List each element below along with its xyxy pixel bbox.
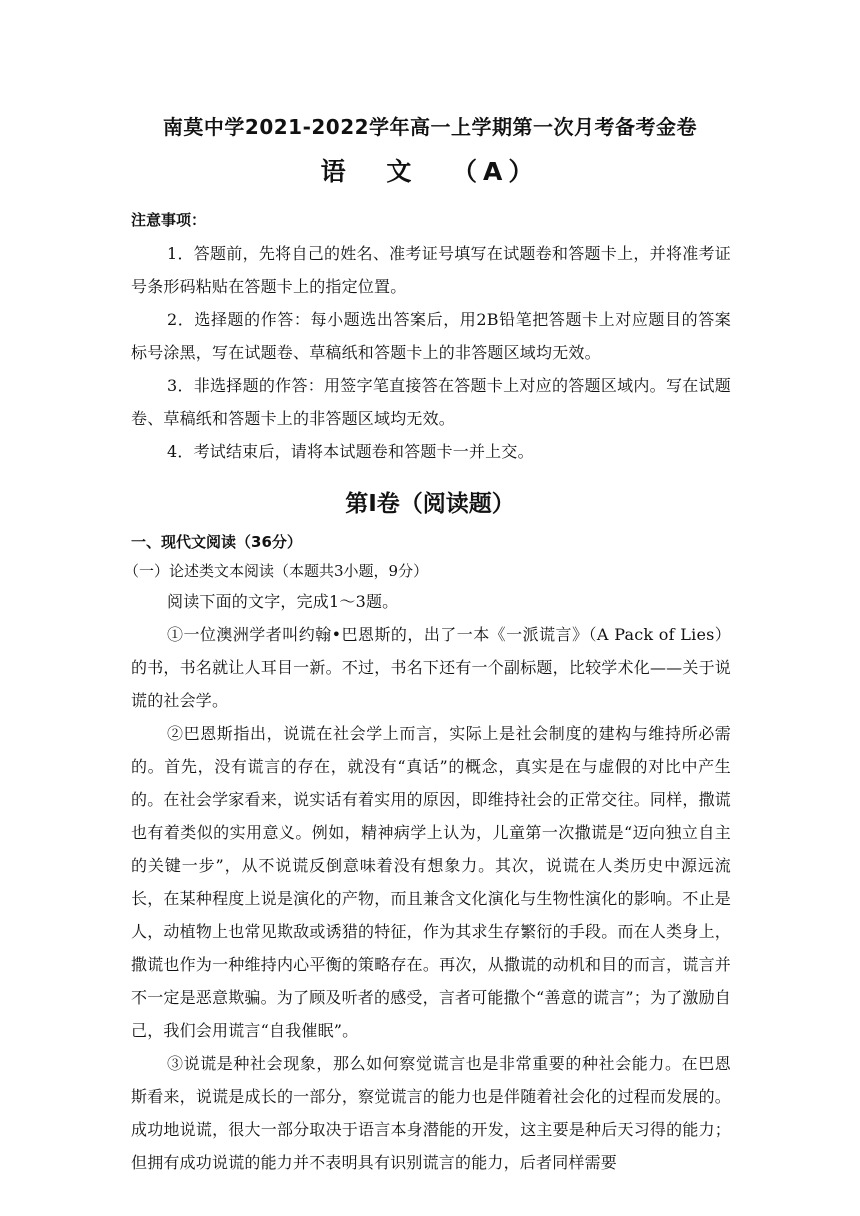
notice-item: 2．选择题的作答：每小题选出答案后，用2B铅笔把答题卡上对应题目的答案标号涂黑，写在试题卷、草稿纸和答题卡上的非答题区域均无效。 bbox=[131, 310, 731, 362]
subject-title: 语 文 （A） bbox=[320, 157, 540, 186]
notice-list bbox=[131, 237, 731, 468]
part-heading: 一、现代文阅读（36分） bbox=[131, 533, 302, 551]
notice-item: 3．非选择题的作答：用签字笔直接答在答题卡上对应的答题区域内。写在试题卷、草稿纸和答题卡上的非答题区域均无效。 bbox=[131, 376, 731, 428]
passage-paragraph: ③说谎是种社会现象，那么如何察觉谎言也是非常重要的种社会能力。在巴恩斯看来，说谎是成长的一部分，察觉谎言的能力也是伴随着社会化的过程而发展的。成功地说谎，很大一部分取决于语言本身潜能的开发，这主要是种后天习得的能力；但拥有成功说谎的能力并不表明具有识别谎言的能力，后者同样需要 bbox=[131, 1054, 731, 1172]
reading-instruction: 阅读下面的文字，完成1～3题。 bbox=[167, 592, 399, 611]
notice-item: 4．考试结束后，请将本试题卷和答题卡一并上交。 bbox=[167, 442, 534, 461]
passage-paragraph: ①一位澳洲学者叫约翰•巴恩斯的，出了一本《一派谎言》（A Pack of Lies）的书，书名就让人耳目一新。不过，书名下还有一个副标题，比较学术化——关于说谎的社会学。 bbox=[131, 625, 731, 710]
sub-heading: （一）论述类文本阅读（本题共3小题，9分） bbox=[124, 562, 429, 580]
notice-item: 1．答题前，先将自己的姓名、准考证号填写在试题卷和答题卡上，并将准考证号条形码粘贴在答题卡上的指定位置。 bbox=[131, 244, 731, 296]
notice-heading: 注意事项： bbox=[131, 211, 207, 229]
exam-title: 南莫中学2021-2022学年高一上学期第一次月考备考金卷 bbox=[162, 115, 698, 139]
reading-passage bbox=[131, 585, 731, 1179]
passage-paragraph: ②巴恩斯指出，说谎在社会学上而言，实际上是社会制度的建构与维持所必需的。首先，没有谎言的存在，就没有“真话”的概念，真实是在与虚假的对比中产生的。在社会学家看来，说实话有着实用的原因，即维持社会的正常交往。同样，撒谎也有着类似的实用意义。例如，精神病学上认为，儿童第一次撒谎是“迈向独立自主的关键一步”，从不说谎反倒意味着没有想象力。其次，说谎在人类历史中源远流长，在某种程度上说是演化的产物，而且兼含文化演化与生物性演化的影响。不止是人，动植物上也常见欺敌或诱猎的特征，作为其求生存繁衍的手段。而在人类身上，撒谎也作为一种维持内心平衡的策略存在。再次，从撒谎的动机和目的而言，谎言并不一定是恶意欺骗。为了顾及听者的感受，言者可能撒个“善意的谎言”；为了激励自己，我们会用谎言“自我催眠”。 bbox=[131, 724, 731, 1040]
section-title: 第Ⅰ卷（阅读题） bbox=[345, 491, 515, 517]
